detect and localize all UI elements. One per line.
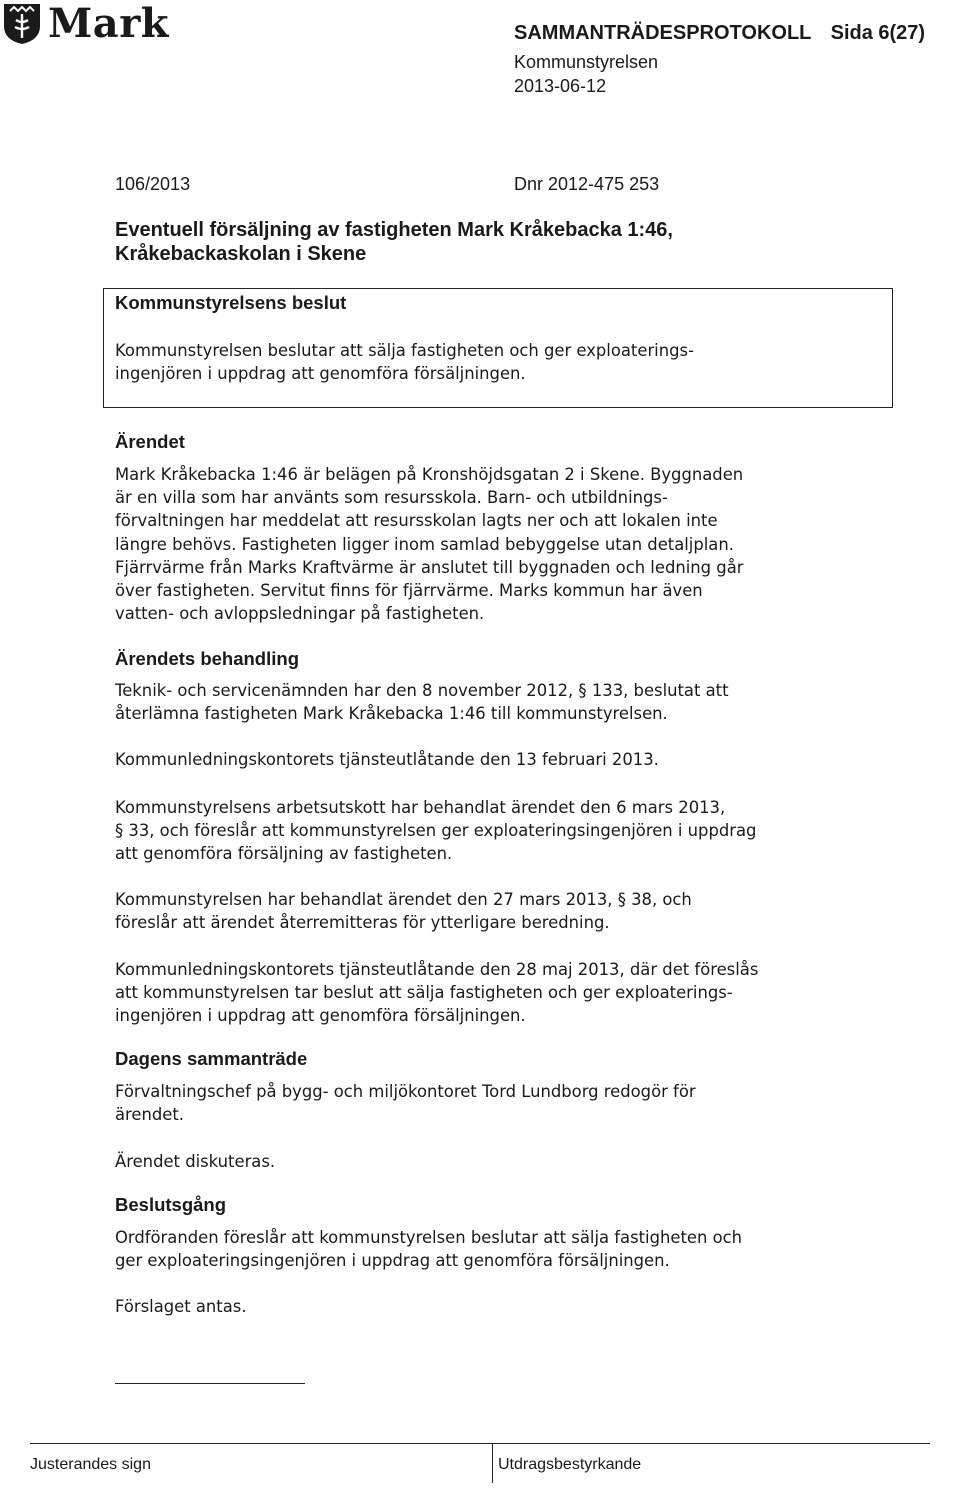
text-line: över fastigheten. Servitut finns för fjärrvärme. Marks kommun har även [115,581,703,601]
text-line: Kommunstyrelsens arbetsutskott har behandlat ärendet den 6 mars 2013, [115,798,726,817]
text-line: Kommunstyrelsen beslutar att sälja fastigheten och ger exploaterings- [115,341,694,360]
text-line: Förvaltningschef på bygg- och miljökontoret Tord Lundborg redogör för [115,1082,696,1101]
text-line: längre behövs. Fastigheten ligger inom samlad bebyggelse utan detaljplan. [115,534,734,554]
text-line: Förslaget antas. [115,1297,247,1316]
text-line: Kommunstyrelsen har behandlat ärendet den 27 mars 2013, § 38, och [115,890,692,909]
text-line: ingenjören i uppdrag att genomföra försäljningen. [115,1006,526,1026]
text-line: vatten- och avloppsledningar på fastigheten. [115,604,485,624]
dnr-number: Dnr 2012-475 253 [514,174,660,194]
behandling-paragraph-3 [115,796,905,866]
beslutsgang-heading: Beslutsgång [115,1194,227,1215]
footer-rule [30,1443,930,1444]
text-line: är en villa som har använts som resursskola. Barn- och utbildnings- [115,488,668,508]
text-line: Ordföranden föreslår att kommunstyrelsen beslutar att sälja fastigheten och [115,1228,743,1247]
text-line: Kommunledningskontorets tjänsteutlåtande den 13 februari 2013. [115,750,659,769]
text-line: ingenjören i uppdrag att genomföra försäljningen. [115,364,526,384]
text-line: ger exploateringsingenjören i uppdrag att genomföra försäljningen. [115,1251,670,1271]
footer-utdragsbestyrkande: Utdragsbestyrkande [498,1456,642,1473]
case-title-line-2: Kråkebackaskolan i Skene [115,243,367,265]
text-line: att genomföra försäljning av fastigheten. [115,844,453,864]
behandling-paragraph-5 [115,958,905,1028]
logo-wordmark: Mark [48,0,169,47]
dagens-paragraph-2 [115,1150,905,1173]
behandling-paragraph-1 [115,679,905,725]
text-line: att kommunstyrelsen tar beslut att sälja fastigheten och ger exploaterings- [115,983,733,1003]
page-number: Sida 6(27) [830,22,926,44]
text-line: Fjärrvärme från Marks Kraftvärme är anslutet till byggnaden och ledning går [115,557,744,577]
municipality-logo [2,2,169,46]
coat-of-arms-icon [2,2,42,46]
behandling-paragraph-4 [115,888,905,934]
text-line: förvaltningen har meddelat att resursskolan lagts ner och att lokalen inte [115,511,718,531]
arendet-text [115,463,905,625]
text-line: Mark Kråkebacka 1:46 är belägen på Kronshöjdsgatan 2 i Skene. Byggnaden [115,465,744,484]
text-line: ärendet. [115,1105,185,1125]
behandling-paragraph-2 [115,748,905,771]
arendet-heading: Ärendet [115,431,185,452]
committee-name: Kommunstyrelsen [514,52,659,72]
beslutsgang-paragraph-2 [115,1295,905,1318]
document-header [514,22,925,45]
text-line: återlämna fastigheten Mark Kråkebacka 1:46 till kommunstyrelsen. [115,704,668,724]
decision-heading: Kommunstyrelsens beslut [115,292,347,313]
decision-text [115,339,905,385]
beslutsgang-paragraph-1 [115,1226,905,1272]
meeting-date: 2013-06-12 [514,76,607,96]
protocol-title: SAMMANTRÄDESPROTOKOLL [514,22,812,44]
text-line: Ärendet diskuteras. [115,1152,276,1171]
text-line: § 33, och föreslår att kommunstyrelsen ger exploateringsingenjören i uppdrag [115,821,757,841]
footer-divider [492,1443,493,1483]
dagens-paragraph-1 [115,1080,905,1126]
case-number: 106/2013 [115,174,191,194]
dagens-heading: Dagens sammanträde [115,1048,308,1069]
case-title-line-1: Eventuell försäljning av fastigheten Mark Kråkebacka 1:46, [115,219,673,241]
behandling-heading: Ärendets behandling [115,648,299,669]
signature-line [115,1383,305,1384]
footer-justerandes-sign: Justerandes sign [30,1456,151,1473]
text-line: Teknik- och servicenämnden har den 8 november 2012, § 133, beslutat att [115,681,729,700]
text-line: föreslår att ärendet återremitteras för ytterligare beredning. [115,913,610,933]
text-line: Kommunledningskontorets tjänsteutlåtande den 28 maj 2013, där det föreslås [115,960,759,979]
